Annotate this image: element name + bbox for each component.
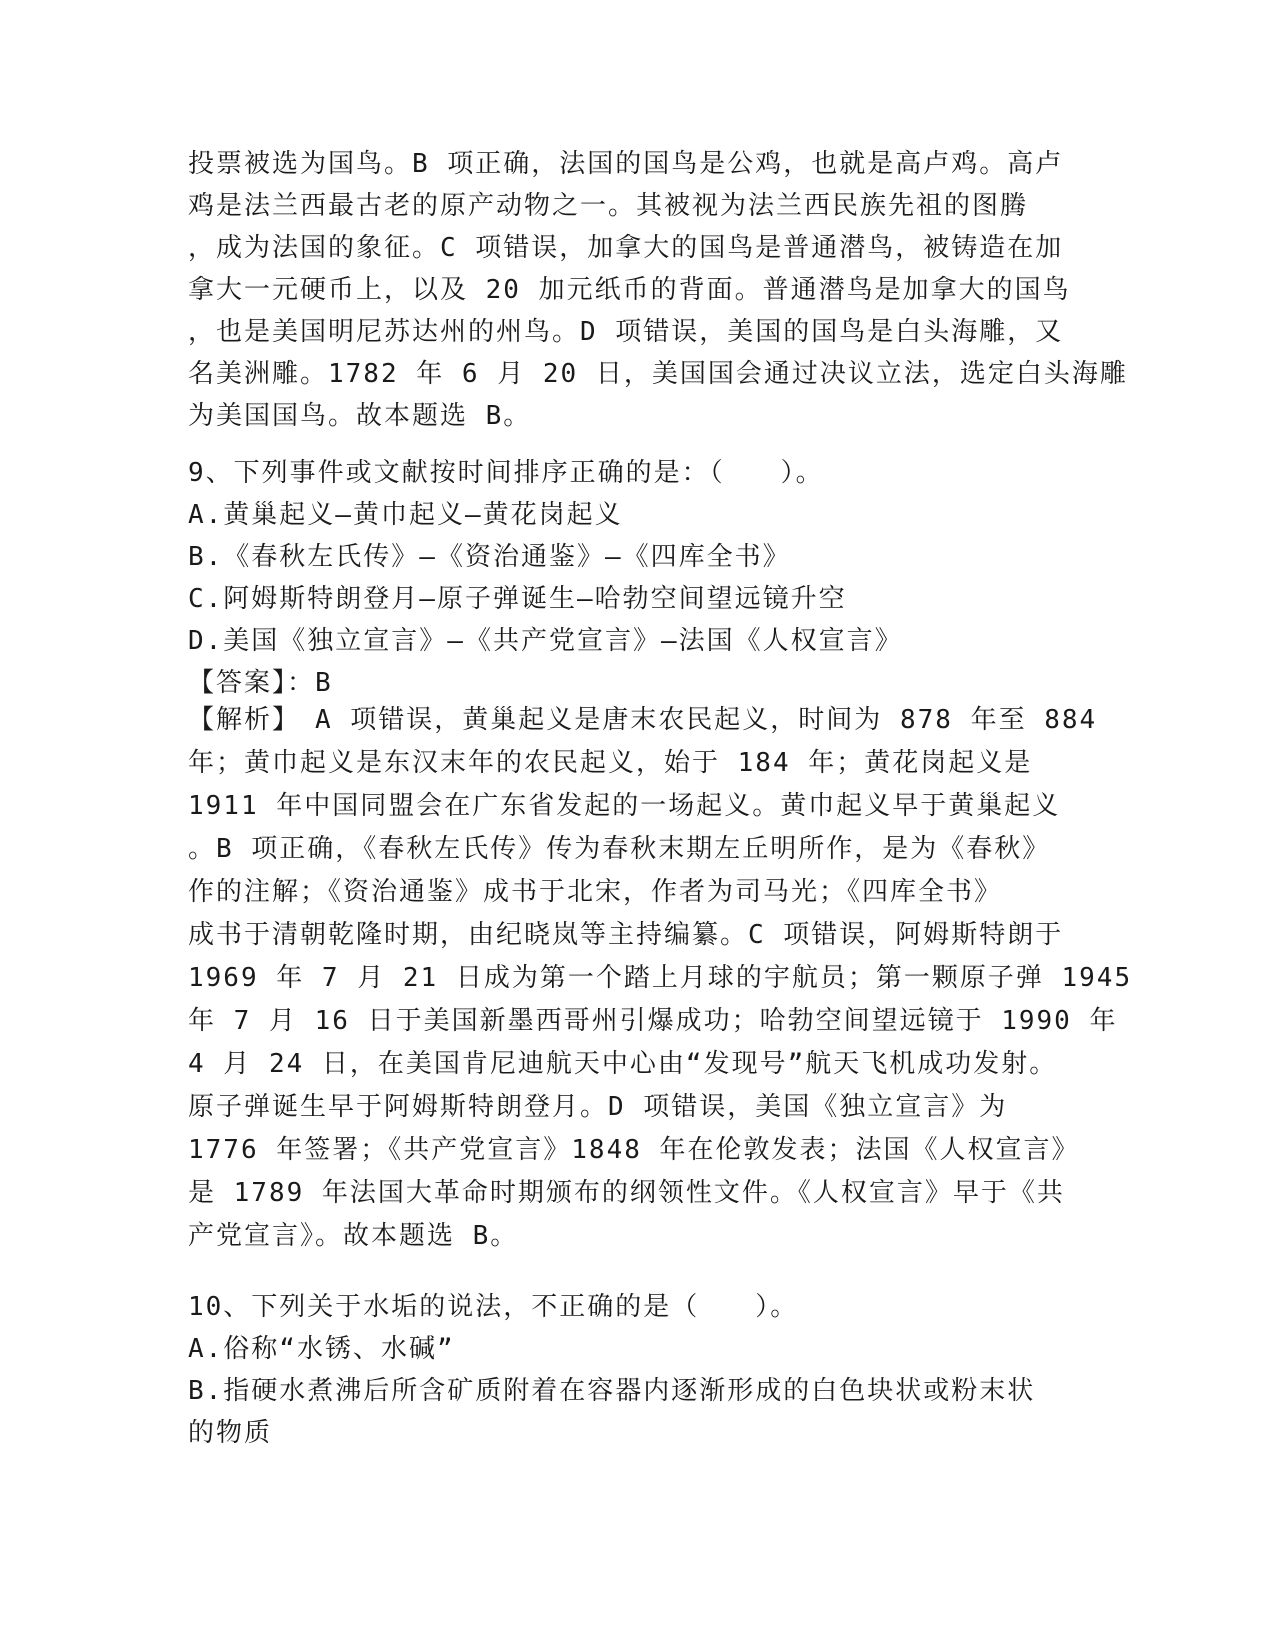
explanation-line: 原子弹诞生早于阿姆斯特朗登月。D 项错误，美国《独立宣言》为 xyxy=(188,1092,1008,1122)
prev-explanation-line: 鸡是法兰西最古老的原产动物之一。其被视为法兰西民族先祖的图腾 xyxy=(188,191,1029,221)
question-9-explanation xyxy=(188,699,1133,1258)
option-c: C.阿姆斯特朗登月—原子弹诞生—哈勃空间望远镜升空 xyxy=(188,584,847,614)
explanation-line: 1969 年 7 月 21 日成为第一个踏上月球的宇航员；第一颗原子弹 1945 xyxy=(188,963,1133,993)
option-a: A.黄巢起义—黄巾起义—黄花岗起义 xyxy=(188,500,623,530)
explanation-line: 年；黄巾起义是东汉末年的农民起义，始于 184 年；黄花岗起义是 xyxy=(188,748,1033,778)
explanation-line: 【解析】 A 项错误，黄巢起义是唐末农民起义，时间为 878 年至 884 xyxy=(188,705,1098,735)
question-stem: 10、下列关于水垢的说法，不正确的是（ ）。 xyxy=(188,1292,799,1322)
prev-explanation-line: 投票被选为国鸟。B 项正确，法国的国鸟是公鸡，也就是高卢鸡。高卢 xyxy=(188,149,1064,179)
option-b-continued: 的物质 xyxy=(188,1418,273,1448)
explanation-line: 1911 年中国同盟会在广东省发起的一场起义。黄巾起义早于黄巢起义 xyxy=(188,791,1061,821)
option-d: D.美国《独立宣言》—《共产党宣言》—法国《人权宣言》 xyxy=(188,626,903,656)
question-stem: 9、下列事件或文献按时间排序正确的是：（ ）。 xyxy=(188,458,824,488)
prev-explanation xyxy=(188,143,1128,437)
prev-explanation-line: 为美国国鸟。故本题选 B。 xyxy=(188,401,532,431)
explanation-line: 作的注解；《资治通鉴》成书于北宋，作者为司马光；《四库全书》 xyxy=(188,877,1003,907)
question-9 xyxy=(188,452,1088,704)
prev-explanation-line: 名美洲雕。1782 年 6 月 20 日，美国国会通过决议立法，选定白头海雕 xyxy=(188,359,1128,389)
explanation-line: 年 7 月 16 日于美国新墨西哥州引爆成功；哈勃空间望远镜于 1990 年 xyxy=(188,1006,1118,1036)
question-10 xyxy=(188,1286,1088,1454)
explanation-line: 成书于清朝乾隆时期，由纪晓岚等主持编纂。C 项错误，阿姆斯特朗于 xyxy=(188,920,1064,950)
prev-explanation-line: 拿大一元硬币上，以及 20 加元纸币的背面。普通潜鸟是加拿大的国鸟 xyxy=(188,275,1071,305)
explanation-line: 4 月 24 日，在美国肯尼迪航天中心由“发现号”航天飞机成功发射。 xyxy=(188,1049,1058,1079)
answer-line: 【答案】：B xyxy=(188,668,333,698)
explanation-line: 1776 年签署；《共产党宣言》1848 年在伦敦发表；法国《人权宣言》 xyxy=(188,1135,1080,1165)
option-a: A.俗称“水锈、水碱” xyxy=(188,1334,455,1364)
explanation-line: 产党宣言》。故本题选 B。 xyxy=(188,1221,519,1251)
prev-explanation-line: ，成为法国的象征。C 项错误，加拿大的国鸟是普通潜鸟，被铸造在加 xyxy=(188,233,1064,263)
option-b: B.指硬水煮沸后所含矿质附着在容器内逐渐形成的白色块状或粉末状 xyxy=(188,1376,1036,1406)
prev-explanation-line: ，也是美国明尼苏达州的州鸟。D 项错误，美国的国鸟是白头海雕，又 xyxy=(188,317,1064,347)
explanation-line: 。B 项正确，《春秋左氏传》传为春秋末期左丘明所作，是为《春秋》 xyxy=(188,834,1051,864)
option-b: B.《春秋左氏传》—《资治通鉴》—《四库全书》 xyxy=(188,542,791,572)
explanation-line: 是 1789 年法国大革命时期颁布的纲领性文件。《人权宣言》早于《共 xyxy=(188,1178,1065,1208)
